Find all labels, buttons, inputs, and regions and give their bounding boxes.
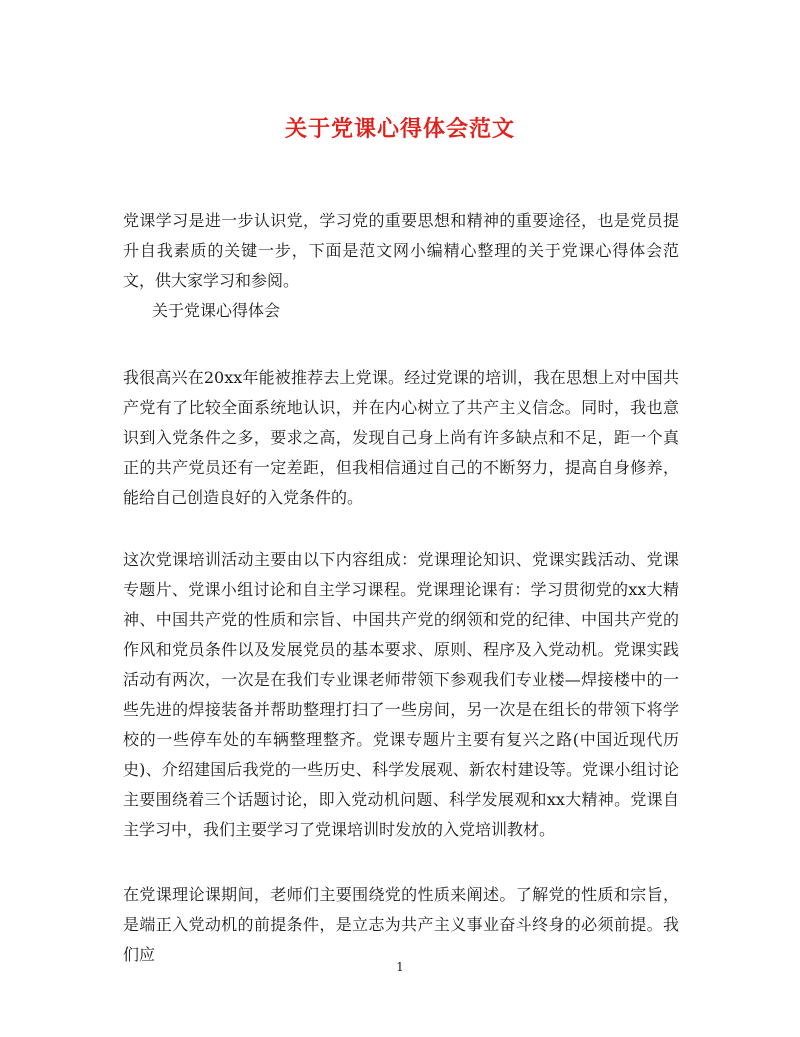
body-paragraph-3: 在党课理论课期间，老师们主要围绕党的性质来阐述。了解党的性质和宗旨，是端正入党动机的前提条件，是立志为共产主义事业奋斗终身的必须前提。我们应 bbox=[123, 885, 679, 964]
body-paragraph-2: 这次党课培训活动主要由以下内容组成：党课理论知识、党课实践活动、党课专题片、党课小组讨论和自主学习课程。党课理论课有：学习贯彻党的xx大精神、中国共产党的性质和宗旨、中国共产党的纲领和党的纪律、中国共产党的作风和党员条件以及发展党员的基本要求、原则、程序及入党动机。党课实践活动有两次，一次是在我们专业课老师带领下参观我们专业楼—焊接楼中的一些先进的焊接装备并帮助整理打扫了一些房间，另一次是在组长的带领下将学校的一些停车处的车辆整理整齐。党课专题片主要有复兴之路(中国近现代历史)、介绍建国后我党的一些历史、科学发展观、新农村建设等。党课小组讨论主要围绕着三个话题讨论，即入党动机问题、科学发展观和xx大精神。党课自主学习中，我们主要学习了党课培训时发放的入党培训教材。 bbox=[123, 550, 679, 839]
intro-paragraph: 党课学习是进一步认识党，学习党的重要思想和精神的重要途径，也是党员提升自我素质的关键一步，下面是范文网小编精心整理的关于党课心得体会范文，供大家学习和参阅。 bbox=[123, 211, 679, 290]
page-number: 1 bbox=[396, 960, 404, 974]
document-title: 关于党课心得体会范文 bbox=[284, 116, 515, 142]
body-paragraph-1: 我很高兴在20xx年能被推荐去上党课。经过党课的培训，我在思想上对中国共产党有了比较全面系统地认识，并在内心树立了共产主义信念。同时，我也意识到入党条件之多，要求之高，发现自己身上尚有许多缺点和不足，距一个真正的共产党员还有一定差距，但我相信通过自己的不断努力，提高自身修养，能给自己创造良好的入党条件的。 bbox=[123, 368, 679, 507]
section-subheading: 关于党课心得体会 bbox=[152, 301, 281, 320]
